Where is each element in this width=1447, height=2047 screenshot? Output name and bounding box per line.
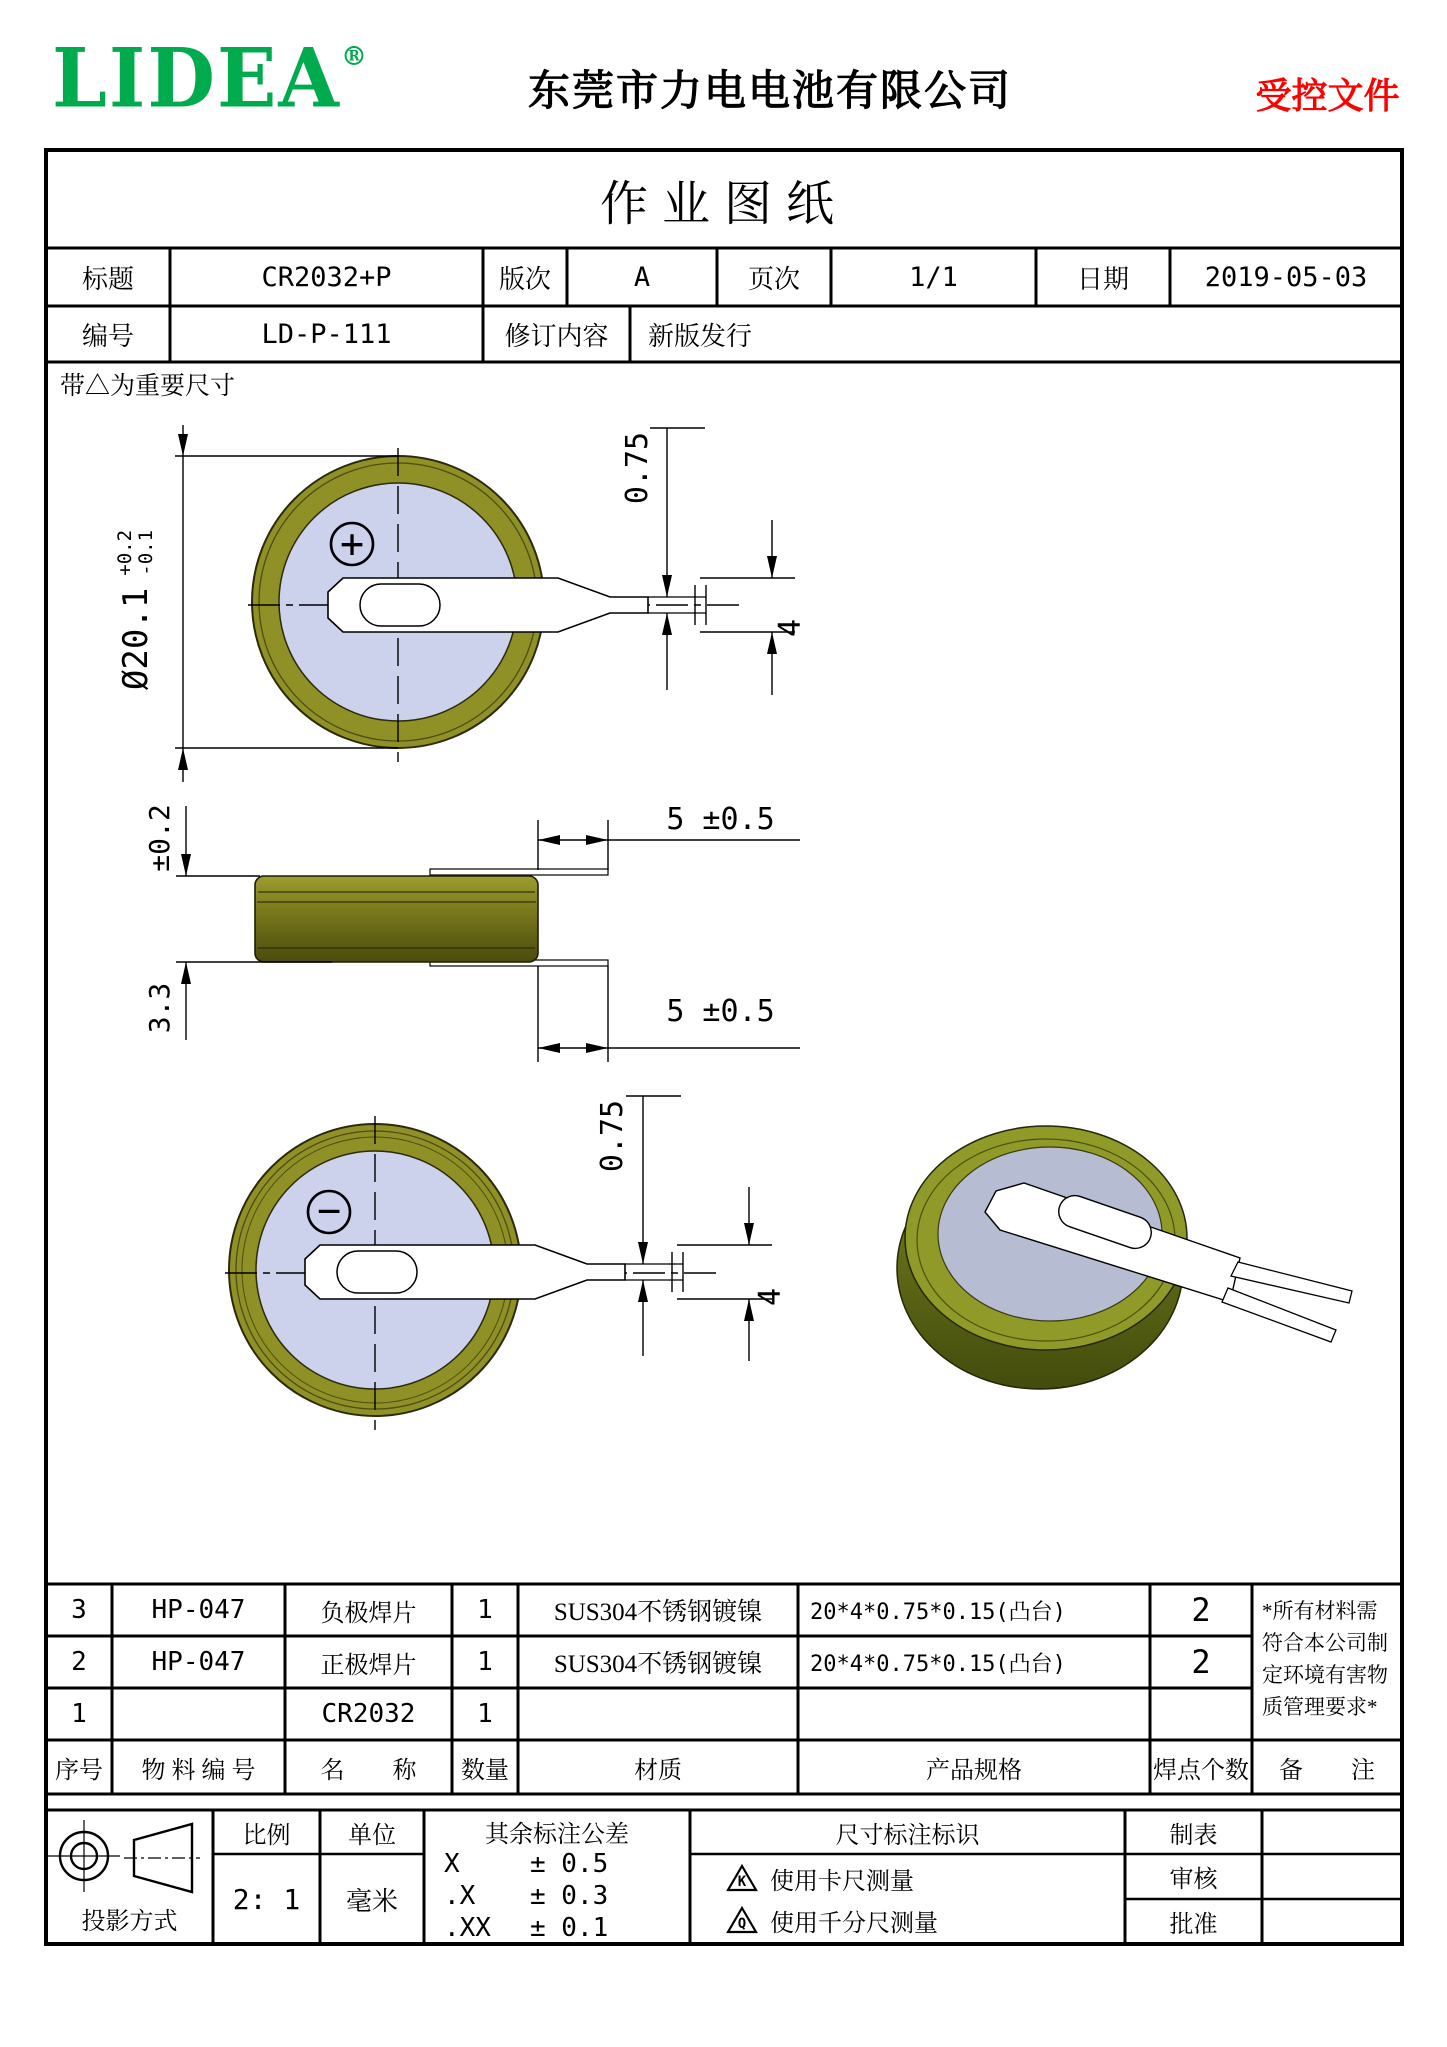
tolerance-digits: .X bbox=[444, 1881, 476, 1911]
dim-height-tol: ±0.2 bbox=[142, 804, 176, 872]
negative-marker: − bbox=[316, 1188, 342, 1234]
bom-row-seq: 2 bbox=[71, 1647, 87, 1677]
dim-tab-thickness-bottom: 0.75 bbox=[594, 1099, 630, 1173]
bom-row-name: CR2032 bbox=[321, 1699, 416, 1729]
dim-height: 3.3 bbox=[142, 982, 176, 1034]
scale-value: 2: 1 bbox=[232, 1882, 301, 1916]
bom-row-seq: 1 bbox=[71, 1699, 87, 1729]
dim-tol-plus: +0.2 bbox=[114, 529, 137, 576]
svg-text:K: K bbox=[737, 1874, 747, 1890]
projection-label: 投影方式 bbox=[81, 1908, 178, 1935]
bom-row-code: HP-047 bbox=[151, 1595, 246, 1625]
company-logo bbox=[52, 30, 367, 127]
sign-value-reviewed bbox=[1262, 1854, 1402, 1899]
bom-header-code: 物 料 编 号 bbox=[141, 1757, 256, 1784]
label-code: 编号 bbox=[81, 321, 134, 351]
top-view-positive bbox=[175, 425, 795, 782]
dim-tab-width-bottom: 4 bbox=[752, 1287, 788, 1307]
dim-tab-extension-bottom: 5 ±0.5 bbox=[666, 993, 775, 1029]
measure-mark-label: 使用卡尺测量 bbox=[770, 1868, 914, 1895]
label-change: 修订内容 bbox=[504, 321, 609, 351]
bom-row-qty: 1 bbox=[477, 1595, 493, 1625]
sign-label-approved: 批准 bbox=[1169, 1912, 1218, 1938]
sign-value-approved bbox=[1262, 1899, 1402, 1944]
value-code: LD-P-111 bbox=[261, 318, 392, 350]
measure-mark-micrometer bbox=[726, 1902, 1106, 1938]
bom-row-qty: 1 bbox=[477, 1647, 493, 1677]
sign-label-tabulated: 制表 bbox=[1169, 1822, 1218, 1849]
bottom-view-negative bbox=[225, 1096, 772, 1430]
tolerance-digits: X bbox=[444, 1849, 460, 1879]
triangle-k-icon bbox=[726, 1864, 758, 1892]
controlled-document-stamp: 受控文件 bbox=[1255, 76, 1400, 116]
bom-header-qty: 数量 bbox=[461, 1757, 509, 1784]
label-page: 页次 bbox=[747, 264, 800, 294]
measure-mark-caliper bbox=[726, 1860, 1106, 1896]
tolerance-value: ± 0.5 bbox=[530, 1849, 609, 1879]
label-title: 标题 bbox=[81, 264, 134, 294]
bom-row-name: 正极焊片 bbox=[320, 1652, 417, 1679]
important-dimension-note: 带△为重要尺寸 bbox=[60, 373, 236, 400]
value-change: 新版发行 bbox=[648, 321, 753, 351]
bom-row-seq: 3 bbox=[71, 1595, 87, 1625]
dim-tol-minus: -0.1 bbox=[135, 529, 157, 576]
triangle-q-icon bbox=[726, 1906, 758, 1934]
tolerance-title: 其余标注公差 bbox=[485, 1821, 629, 1848]
bom-header-remark: 备 注 bbox=[1279, 1757, 1375, 1784]
bom-header-name: 名 称 bbox=[320, 1757, 417, 1784]
bom-header-seq: 序号 bbox=[55, 1757, 103, 1784]
dim-tab-extension-top: 5 ±0.5 bbox=[666, 801, 775, 837]
bom-header-spec: 产品规格 bbox=[926, 1757, 1022, 1784]
dim-diameter-tolerance bbox=[115, 530, 156, 576]
bom-row-code: HP-047 bbox=[151, 1647, 246, 1677]
positive-marker: + bbox=[339, 521, 365, 567]
value-title: CR2032+P bbox=[261, 261, 392, 293]
dim-diameter bbox=[106, 440, 166, 780]
measure-mark-label: 使用千分尺测量 bbox=[770, 1910, 938, 1937]
page-title: 作业图纸 bbox=[599, 177, 848, 231]
tolerance-value: ± 0.1 bbox=[530, 1913, 609, 1943]
dim-tab-thickness-top: 0.75 bbox=[619, 431, 655, 505]
bom-row-spec: 20*4*0.75*0.15(凸台) bbox=[810, 1599, 1066, 1625]
svg-text:Q: Q bbox=[737, 1916, 747, 1932]
bom-remark-note: *所有材料需符合本公司制定环境有害物质管理要求* bbox=[1262, 1599, 1388, 1719]
company-name: 东莞市力电电池有限公司 bbox=[527, 69, 1012, 115]
bom-header-material: 材质 bbox=[634, 1757, 682, 1784]
logo-text: LIDEA bbox=[52, 30, 341, 127]
unit-value: 毫米 bbox=[345, 1886, 398, 1916]
bom-row-spec: 20*4*0.75*0.15(凸台) bbox=[810, 1651, 1066, 1677]
bom-row-welds: 2 bbox=[1191, 1591, 1211, 1629]
tolerance-value: ± 0.3 bbox=[530, 1881, 609, 1911]
label-revision: 版次 bbox=[498, 264, 551, 294]
isometric-view bbox=[897, 1126, 1352, 1389]
dim-diameter-value: Ø20.1 bbox=[116, 587, 156, 691]
bom-row-material: SUS304不锈钢镀镍 bbox=[553, 1651, 763, 1678]
unit-label: 单位 bbox=[348, 1822, 396, 1849]
dim-tab-width-top: 4 bbox=[772, 618, 808, 638]
marks-title: 尺寸标注标识 bbox=[835, 1822, 980, 1849]
tolerance-digits: .XX bbox=[444, 1913, 491, 1943]
bom-row-welds: 2 bbox=[1191, 1643, 1211, 1681]
bom-row-name: 负极焊片 bbox=[320, 1600, 417, 1627]
value-page: 1/1 bbox=[909, 261, 958, 293]
projection-symbol bbox=[48, 1820, 200, 1892]
sign-label-reviewed: 审核 bbox=[1169, 1867, 1218, 1893]
scale-label: 比例 bbox=[242, 1822, 291, 1849]
registered-trademark-icon: ® bbox=[340, 42, 367, 72]
label-date: 日期 bbox=[1076, 264, 1129, 294]
value-revision: A bbox=[633, 261, 651, 293]
sign-value-tabulated bbox=[1262, 1810, 1402, 1854]
bom-row-qty: 1 bbox=[477, 1699, 493, 1729]
bom-header-welds: 焊点个数 bbox=[1153, 1757, 1249, 1784]
value-date: 2019-05-03 bbox=[1204, 261, 1368, 293]
bom-row-material: SUS304不锈钢镀镍 bbox=[553, 1599, 763, 1626]
